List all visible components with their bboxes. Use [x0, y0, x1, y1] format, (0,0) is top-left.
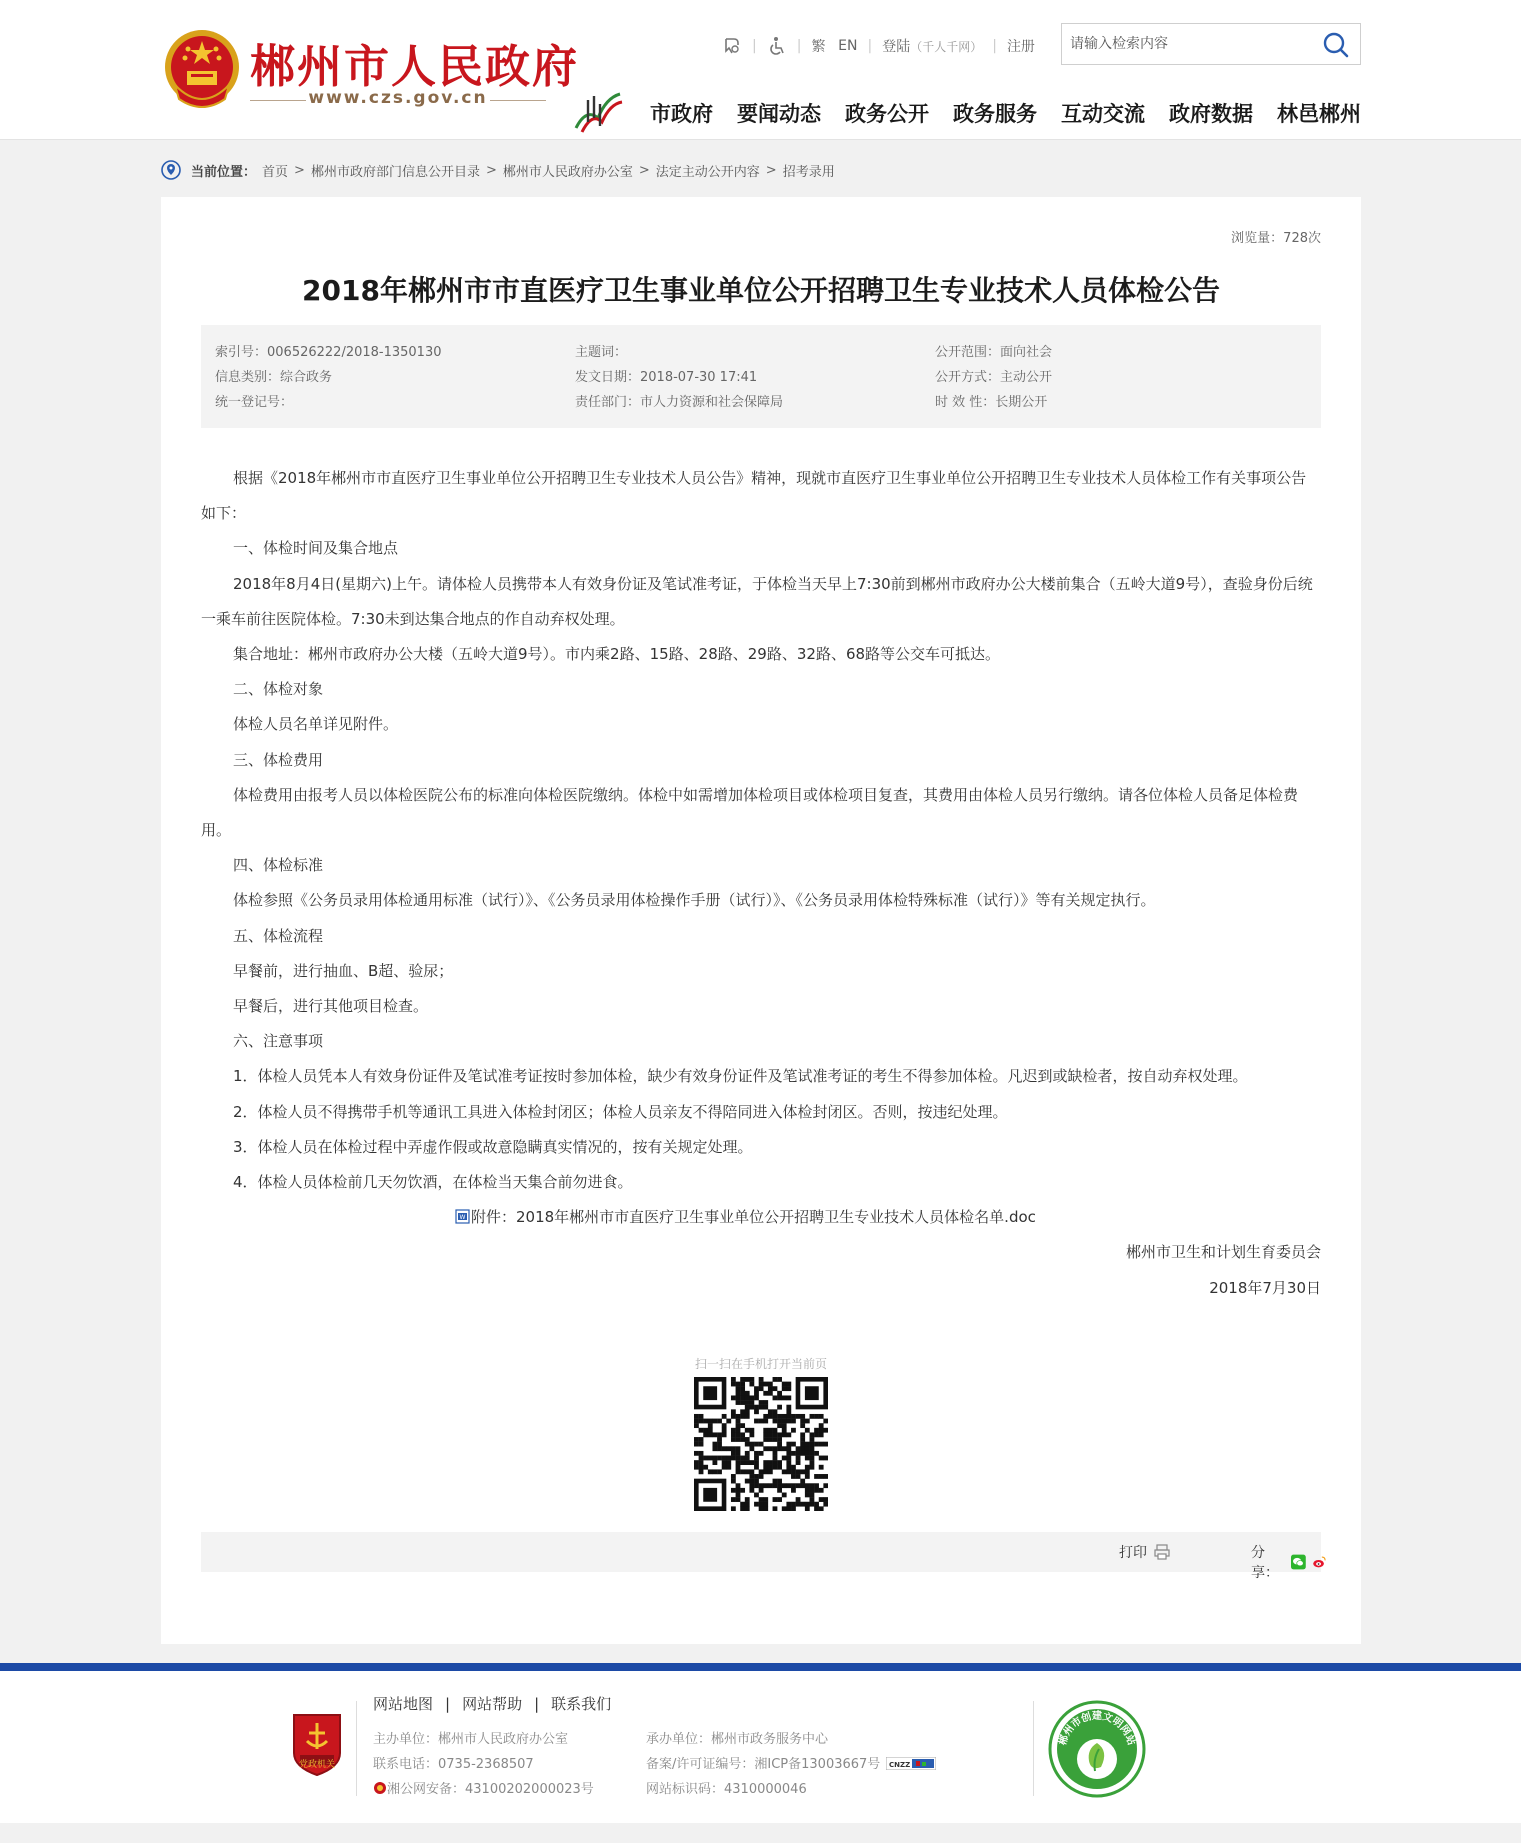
svg-text:CNZZ: CNZZ — [889, 1761, 911, 1769]
view-count: 浏览量：728次 — [1231, 231, 1321, 246]
signature-date: 2018年7月30日 — [1209, 1278, 1321, 1297]
svg-text:郴州市创建文明网站: 郴州市创建文明网站 — [1057, 1711, 1137, 1747]
svg-text:W: W — [459, 1214, 466, 1222]
meta-validity: 时 效 性：长期公开 — [935, 395, 1048, 410]
footer-info-left — [373, 1727, 594, 1802]
paragraph: 2．体检人员不得携带手机等通讯工具进入体检封闭区；体检人员亲友不得陪同进入体检封闭区。否则，按违纪处理。 — [233, 1102, 1008, 1121]
wheelchair-icon[interactable] — [767, 36, 787, 56]
footer-link-help[interactable]: 网站帮助 — [462, 1695, 523, 1713]
search-icon[interactable] — [1322, 31, 1350, 59]
section-heading: 三、体检费用 — [233, 750, 324, 769]
location-pin-icon — [161, 160, 181, 180]
footer-divider — [1033, 1701, 1034, 1796]
breadcrumb-separator: > — [485, 162, 497, 178]
paragraph: 体检人员名单详见附件。 — [233, 715, 399, 734]
metadata-box — [201, 325, 1321, 428]
top-links: | | 繁 EN | 登陆 （千人千网） | 注册 — [722, 35, 1035, 57]
footer-sponsor: 主办单位：郴州市人民政府办公室 — [373, 1732, 569, 1747]
nav-government-data[interactable]: 政府数据 — [1169, 102, 1253, 126]
meta-registration-number: 统一登记号： — [215, 395, 294, 410]
paragraph: 集合地址：郴州市政府办公大楼（五岭大道9号）。市内乘2路、15路、28路、29路、32路、68路等公交车可抵达。 — [233, 645, 1001, 664]
meta-disclosure-method: 公开方式：主动公开 — [935, 370, 1053, 385]
national-emblem-icon[interactable] — [163, 27, 241, 113]
paragraph: 3．体检人员在体检过程中弄虚作假或故意隐瞒真实情况的，按有关规定处理。 — [233, 1137, 753, 1156]
nav-government-affairs-disclosure[interactable]: 政务公开 — [845, 102, 929, 126]
breadcrumb — [161, 159, 835, 181]
article-toolbar — [201, 1532, 1321, 1581]
civilized-website-badge-icon[interactable] — [1047, 1699, 1147, 1799]
footer-phone: 联系电话：0735-2368507 — [373, 1757, 534, 1772]
site-url: www.czs.gov.cn — [250, 88, 546, 108]
metadata-row — [215, 391, 1307, 416]
paragraph: 1．体检人员凭本人有效身份证件及笔试准考证按时参加体检，缺少有效身份证件及笔试准考证的考生不得参加体检。凡迟到或缺检者，按自动弃权处理。 — [233, 1067, 1248, 1086]
footer-organizer: 承办单位：郴州市政务服务中心 — [646, 1732, 829, 1747]
meta-category: 信息类别：综合政务 — [215, 370, 333, 385]
nav-linyi-chenzhou[interactable]: 林邑郴州 — [1277, 102, 1361, 126]
print-label: 打印 — [1119, 1545, 1147, 1561]
breadcrumb-item-directory[interactable]: 郴州市政府部门信息公开目录 — [310, 164, 480, 180]
breadcrumb-separator: > — [638, 162, 650, 178]
paragraph: 早餐后，进行其他项目检查。 — [233, 997, 429, 1016]
paragraph: 体检参照《公务员录用体检通用标准（试行）》、《公务员录用体检操作手册（试行）》、《公务员录用体检特殊标准（试行）》等有关规定执行。 — [233, 891, 1156, 910]
section-heading: 四、体检标准 — [233, 856, 324, 875]
breadcrumb-label: 当前位置： — [191, 164, 257, 180]
accessibility-read-icon[interactable] — [722, 36, 742, 56]
site-footer — [0, 1671, 1521, 1823]
city-logo-icon — [572, 88, 624, 134]
metadata-row — [215, 341, 1307, 366]
article-panel — [161, 197, 1361, 1644]
english-link[interactable]: EN — [838, 38, 858, 54]
meta-department: 责任部门：市人力资源和社会保障局 — [575, 395, 784, 410]
article-title: 2018年郴州市市直医疗卫生事业单位公开招聘卫生专业技术人员体检公告 — [302, 274, 1220, 307]
nav-interaction[interactable]: 互动交流 — [1061, 102, 1145, 126]
paragraph: 体检费用由报考人员以体检医院公布的标准向体检医院缴纳。体检中如需增加体检项目或体检项目复查，其费用由体检人员另行缴纳。请各位体检人员备足体检费用。 — [201, 785, 1299, 840]
qr-caption: 扫一扫在手机打开当前页 — [694, 1357, 827, 1371]
section-heading: 二、体检对象 — [233, 680, 324, 699]
paragraph: 早餐前，进行抽血、B超、验尿； — [233, 961, 454, 980]
footer-link-contact[interactable]: 联系我们 — [551, 1695, 612, 1713]
paragraph: 根据《2018年郴州市市直医疗卫生事业单位公开招聘卫生专业技术人员公告》精神，现就市直医疗卫生事业单位公开招聘卫生专业技术人员体检工作有关事项公告如下： — [201, 469, 1307, 523]
attachment-line — [201, 1200, 1321, 1235]
section-heading: 五、体检流程 — [233, 926, 324, 945]
paragraph: 4．体检人员体检前几天勿饮酒，在体检当天集合前勿进食。 — [233, 1173, 633, 1192]
main-nav — [650, 98, 1361, 128]
nav-news[interactable]: 要闻动态 — [737, 102, 821, 126]
breadcrumb-item-office[interactable]: 郴州市人民政府办公室 — [502, 164, 633, 180]
footer-info-right — [646, 1727, 936, 1802]
party-badge-text: 党政机关 — [298, 1760, 335, 1770]
cnzz-stats-icon[interactable] — [886, 1757, 936, 1770]
traditional-chinese-link[interactable]: 繁 — [811, 39, 826, 55]
nav-city-government[interactable]: 市政府 — [650, 102, 713, 126]
nav-government-services[interactable]: 政务服务 — [953, 102, 1037, 126]
section-heading: 一、体检时间及集合地点 — [233, 539, 399, 558]
word-document-icon — [455, 1209, 470, 1224]
meta-keywords: 主题词： — [575, 345, 628, 360]
breadcrumb-item-home[interactable]: 首页 — [262, 164, 289, 180]
login-link[interactable]: 登陆 — [882, 39, 911, 55]
footer-divider — [356, 1701, 357, 1796]
share-group — [1251, 1542, 1327, 1582]
breadcrumb-item-recruitment[interactable]: 招考录用 — [782, 164, 835, 180]
register-link[interactable]: 注册 — [1006, 39, 1035, 55]
breadcrumb-separator: > — [765, 162, 777, 178]
police-badge-icon — [373, 1781, 387, 1795]
footer-links: 网站地图 | 网站帮助 | 联系我们 — [373, 1695, 612, 1713]
meta-publish-date: 发文日期：2018-07-30 17:41 — [575, 370, 758, 385]
print-button[interactable] — [1119, 1542, 1171, 1562]
wechat-icon[interactable] — [1291, 1553, 1306, 1571]
meta-index-number: 索引号：006526222/2018-1350130 — [215, 345, 442, 360]
breadcrumb-item-statutory[interactable]: 法定主动公开内容 — [655, 164, 760, 180]
printer-icon — [1153, 1543, 1171, 1561]
footer-police-record[interactable]: 湘公网安备：43100202000023号 — [373, 1777, 594, 1802]
footer-icp[interactable]: 备案/许可证编号：湘ICP备13003667号 CNZZ — [646, 1752, 936, 1777]
share-label: 分享： — [1251, 1545, 1279, 1581]
footer-site-id: 网站标识码：4310000046 — [646, 1782, 807, 1797]
weibo-icon[interactable] — [1312, 1553, 1327, 1571]
site-header — [0, 0, 1521, 140]
search-input[interactable] — [1070, 33, 1310, 55]
metadata-row — [215, 366, 1307, 391]
site-title[interactable]: 郴州市人民政府 — [250, 40, 580, 93]
meta-scope: 公开范围：面向社会 — [935, 345, 1053, 360]
login-note: （千人千网） — [910, 39, 983, 54]
breadcrumb-separator: > — [294, 162, 305, 178]
footer-link-sitemap[interactable]: 网站地图 — [373, 1695, 434, 1713]
article-body — [201, 461, 1321, 1306]
attachment-link[interactable]: 附件：2018年郴州市市直医疗卫生事业单位公开招聘卫生专业技术人员体检名单.doc — [471, 1208, 1036, 1227]
section-heading: 六、注意事项 — [233, 1032, 324, 1051]
qr-code-icon — [694, 1377, 828, 1511]
footer-accent-line — [0, 1663, 1521, 1671]
signature: 郴州市卫生和计划生育委员会 — [1125, 1243, 1321, 1262]
paragraph: 2018年8月4日(星期六)上午。请体检人员携带本人有效身份证及笔试准考证，于体检当天早上7:30前到郴州市政府办公大楼前集合（五岭大道9号），查验身份后统一乘车前往医院体检。7:30未到达集合地点的作自动弃权处理。 — [201, 574, 1313, 628]
search-box — [1061, 23, 1361, 65]
